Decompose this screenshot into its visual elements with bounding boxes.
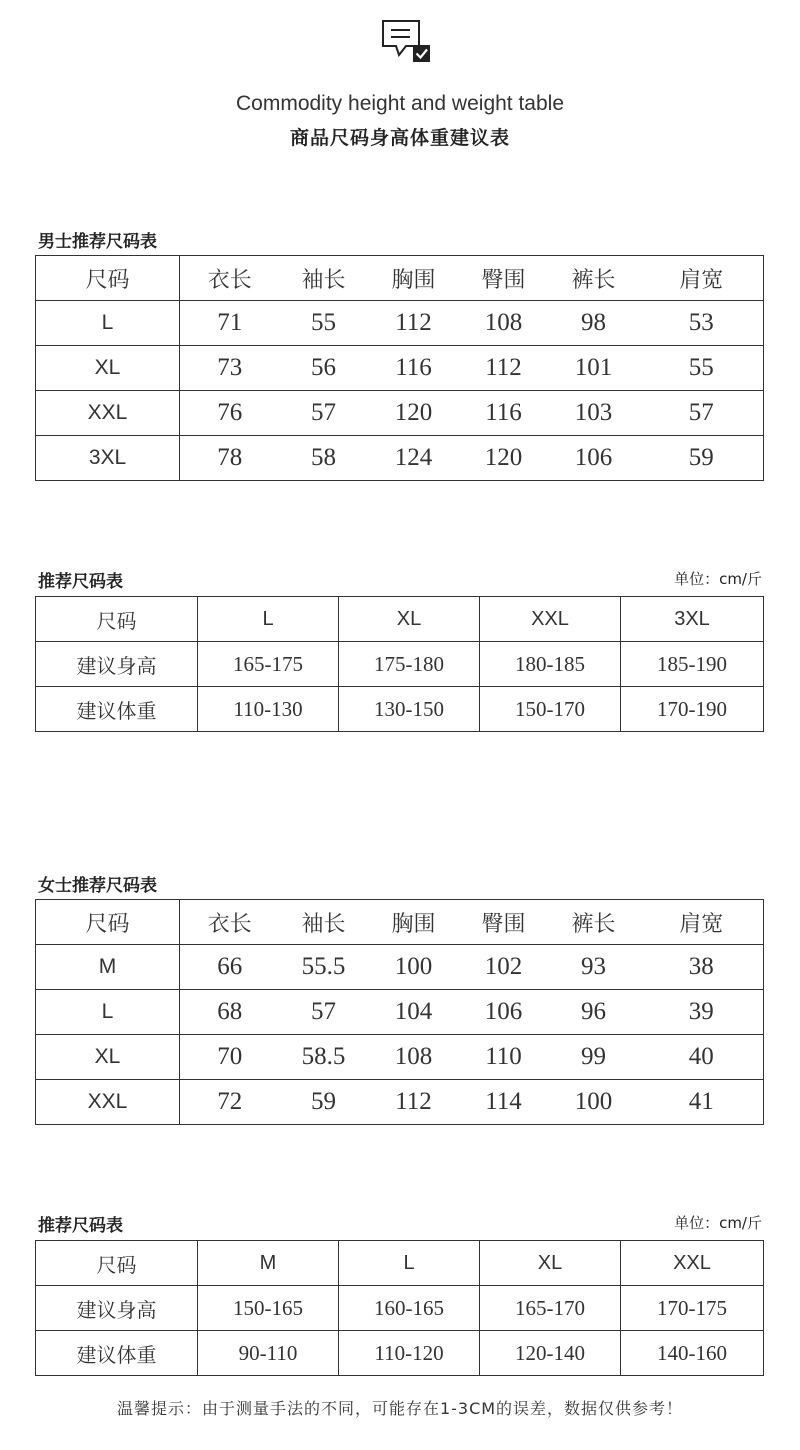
women-rec-section-label: 推荐尺码表 (38, 1216, 123, 1236)
table-row (36, 1331, 764, 1376)
size-cell: 3XL (36, 436, 180, 481)
unit-label: 单位：cm/斤 (674, 570, 762, 588)
value-cell: 55 (640, 346, 764, 391)
value-cell: 175-180 (339, 642, 480, 687)
value-cell: 41 (640, 1080, 764, 1125)
value-cell: 165-175 (198, 642, 339, 687)
value-cell: 40 (640, 1035, 764, 1080)
value-cell: 76 (180, 391, 280, 436)
value-cell: 103 (548, 391, 640, 436)
value-cell: 55.5 (280, 945, 368, 990)
value-cell: 71 (180, 301, 280, 346)
value-cell: 38 (640, 945, 764, 990)
value-cell: 114 (460, 1080, 548, 1125)
header-cell: 肩宽 (640, 900, 764, 945)
value-cell: 140-160 (621, 1331, 764, 1376)
value-cell: 120 (460, 436, 548, 481)
value-cell: 39 (640, 990, 764, 1035)
header-cell: 衣长 (180, 256, 280, 301)
header-cell: 肩宽 (640, 256, 764, 301)
unit-label: 单位：cm/斤 (674, 1214, 762, 1232)
value-cell: 108 (368, 1035, 460, 1080)
size-cell: M (36, 945, 180, 990)
table-header-row (36, 1241, 764, 1286)
value-cell: 110-130 (198, 687, 339, 732)
header-cell: 尺码 (36, 900, 180, 945)
value-cell: 106 (460, 990, 548, 1035)
table-row (36, 391, 764, 436)
table-row (36, 1286, 764, 1331)
header-cell: 衣长 (180, 900, 280, 945)
women-rec-table (35, 1240, 764, 1376)
row-label-cell: 建议体重 (36, 687, 198, 732)
value-cell: 53 (640, 301, 764, 346)
table-row (36, 436, 764, 481)
value-cell: 112 (460, 346, 548, 391)
value-cell: 180-185 (480, 642, 621, 687)
table-row (36, 301, 764, 346)
women-section-label: 女士推荐尺码表 (38, 876, 157, 896)
men-rec-section-label: 推荐尺码表 (38, 572, 123, 592)
row-label-cell: 建议身高 (36, 1286, 198, 1331)
value-cell: 112 (368, 301, 460, 346)
size-cell: XXL (36, 1080, 180, 1125)
header-cell: XXL (621, 1241, 764, 1286)
value-cell: 160-165 (339, 1286, 480, 1331)
footer-note: 温馨提示：由于测量手法的不同，可能存在1-3CM的误差，数据仅供参考！ (116, 1399, 684, 1418)
table-row (36, 945, 764, 990)
value-cell: 59 (640, 436, 764, 481)
header-cell: 胸围 (368, 900, 460, 945)
size-cell: L (36, 990, 180, 1035)
women-size-table (35, 899, 764, 1125)
value-cell: 57 (280, 391, 368, 436)
men-section-label: 男士推荐尺码表 (38, 232, 157, 252)
header-cell: 袖长 (280, 256, 368, 301)
value-cell: 120-140 (480, 1331, 621, 1376)
header-cell: 尺码 (36, 1241, 198, 1286)
value-cell: 58.5 (280, 1035, 368, 1080)
size-cell: XL (36, 1035, 180, 1080)
value-cell: 55 (280, 301, 368, 346)
value-cell: 130-150 (339, 687, 480, 732)
value-cell: 165-170 (480, 1286, 621, 1331)
header-cell: M (198, 1241, 339, 1286)
header-cell: 袖长 (280, 900, 368, 945)
value-cell: 96 (548, 990, 640, 1035)
value-cell: 100 (368, 945, 460, 990)
value-cell: 102 (460, 945, 548, 990)
table-row (36, 687, 764, 732)
header-cell: L (198, 597, 339, 642)
table-header-row (36, 900, 764, 945)
value-cell: 98 (548, 301, 640, 346)
value-cell: 150-165 (198, 1286, 339, 1331)
value-cell: 124 (368, 436, 460, 481)
title-en: Commodity height and weight table (235, 92, 565, 115)
row-label-cell: 建议体重 (36, 1331, 198, 1376)
value-cell: 110 (460, 1035, 548, 1080)
value-cell: 150-170 (480, 687, 621, 732)
value-cell: 57 (640, 391, 764, 436)
table-header-row (36, 256, 764, 301)
value-cell: 116 (460, 391, 548, 436)
header-cell: 尺码 (36, 597, 198, 642)
size-cell: L (36, 301, 180, 346)
message-check-icon (381, 19, 433, 65)
value-cell: 72 (180, 1080, 280, 1125)
size-cell: XXL (36, 391, 180, 436)
title-cn: 商品尺码身高体重建议表 (289, 127, 510, 149)
value-cell: 68 (180, 990, 280, 1035)
value-cell: 106 (548, 436, 640, 481)
table-row (36, 346, 764, 391)
value-cell: 101 (548, 346, 640, 391)
header-cell: 胸围 (368, 256, 460, 301)
value-cell: 57 (280, 990, 368, 1035)
value-cell: 99 (548, 1035, 640, 1080)
value-cell: 93 (548, 945, 640, 990)
value-cell: 73 (180, 346, 280, 391)
value-cell: 120 (368, 391, 460, 436)
header-cell: 尺码 (36, 256, 180, 301)
table-row (36, 642, 764, 687)
header-cell: XL (480, 1241, 621, 1286)
value-cell: 112 (368, 1080, 460, 1125)
value-cell: 116 (368, 346, 460, 391)
value-cell: 90-110 (198, 1331, 339, 1376)
value-cell: 58 (280, 436, 368, 481)
row-label-cell: 建议身高 (36, 642, 198, 687)
value-cell: 59 (280, 1080, 368, 1125)
header-cell: 裤长 (548, 900, 640, 945)
value-cell: 70 (180, 1035, 280, 1080)
header-cell: 臀围 (460, 256, 548, 301)
value-cell: 108 (460, 301, 548, 346)
value-cell: 110-120 (339, 1331, 480, 1376)
value-cell: 170-190 (621, 687, 764, 732)
table-row (36, 990, 764, 1035)
header-cell: 3XL (621, 597, 764, 642)
size-cell: XL (36, 346, 180, 391)
value-cell: 104 (368, 990, 460, 1035)
value-cell: 66 (180, 945, 280, 990)
value-cell: 170-175 (621, 1286, 764, 1331)
value-cell: 100 (548, 1080, 640, 1125)
header-cell: XL (339, 597, 480, 642)
value-cell: 78 (180, 436, 280, 481)
table-row (36, 1080, 764, 1125)
header-cell: 臀围 (460, 900, 548, 945)
table-row (36, 1035, 764, 1080)
men-size-table (35, 255, 764, 481)
men-rec-table (35, 596, 764, 732)
header-cell: XXL (480, 597, 621, 642)
value-cell: 185-190 (621, 642, 764, 687)
table-header-row (36, 597, 764, 642)
header-cell: L (339, 1241, 480, 1286)
value-cell: 56 (280, 346, 368, 391)
header-cell: 裤长 (548, 256, 640, 301)
